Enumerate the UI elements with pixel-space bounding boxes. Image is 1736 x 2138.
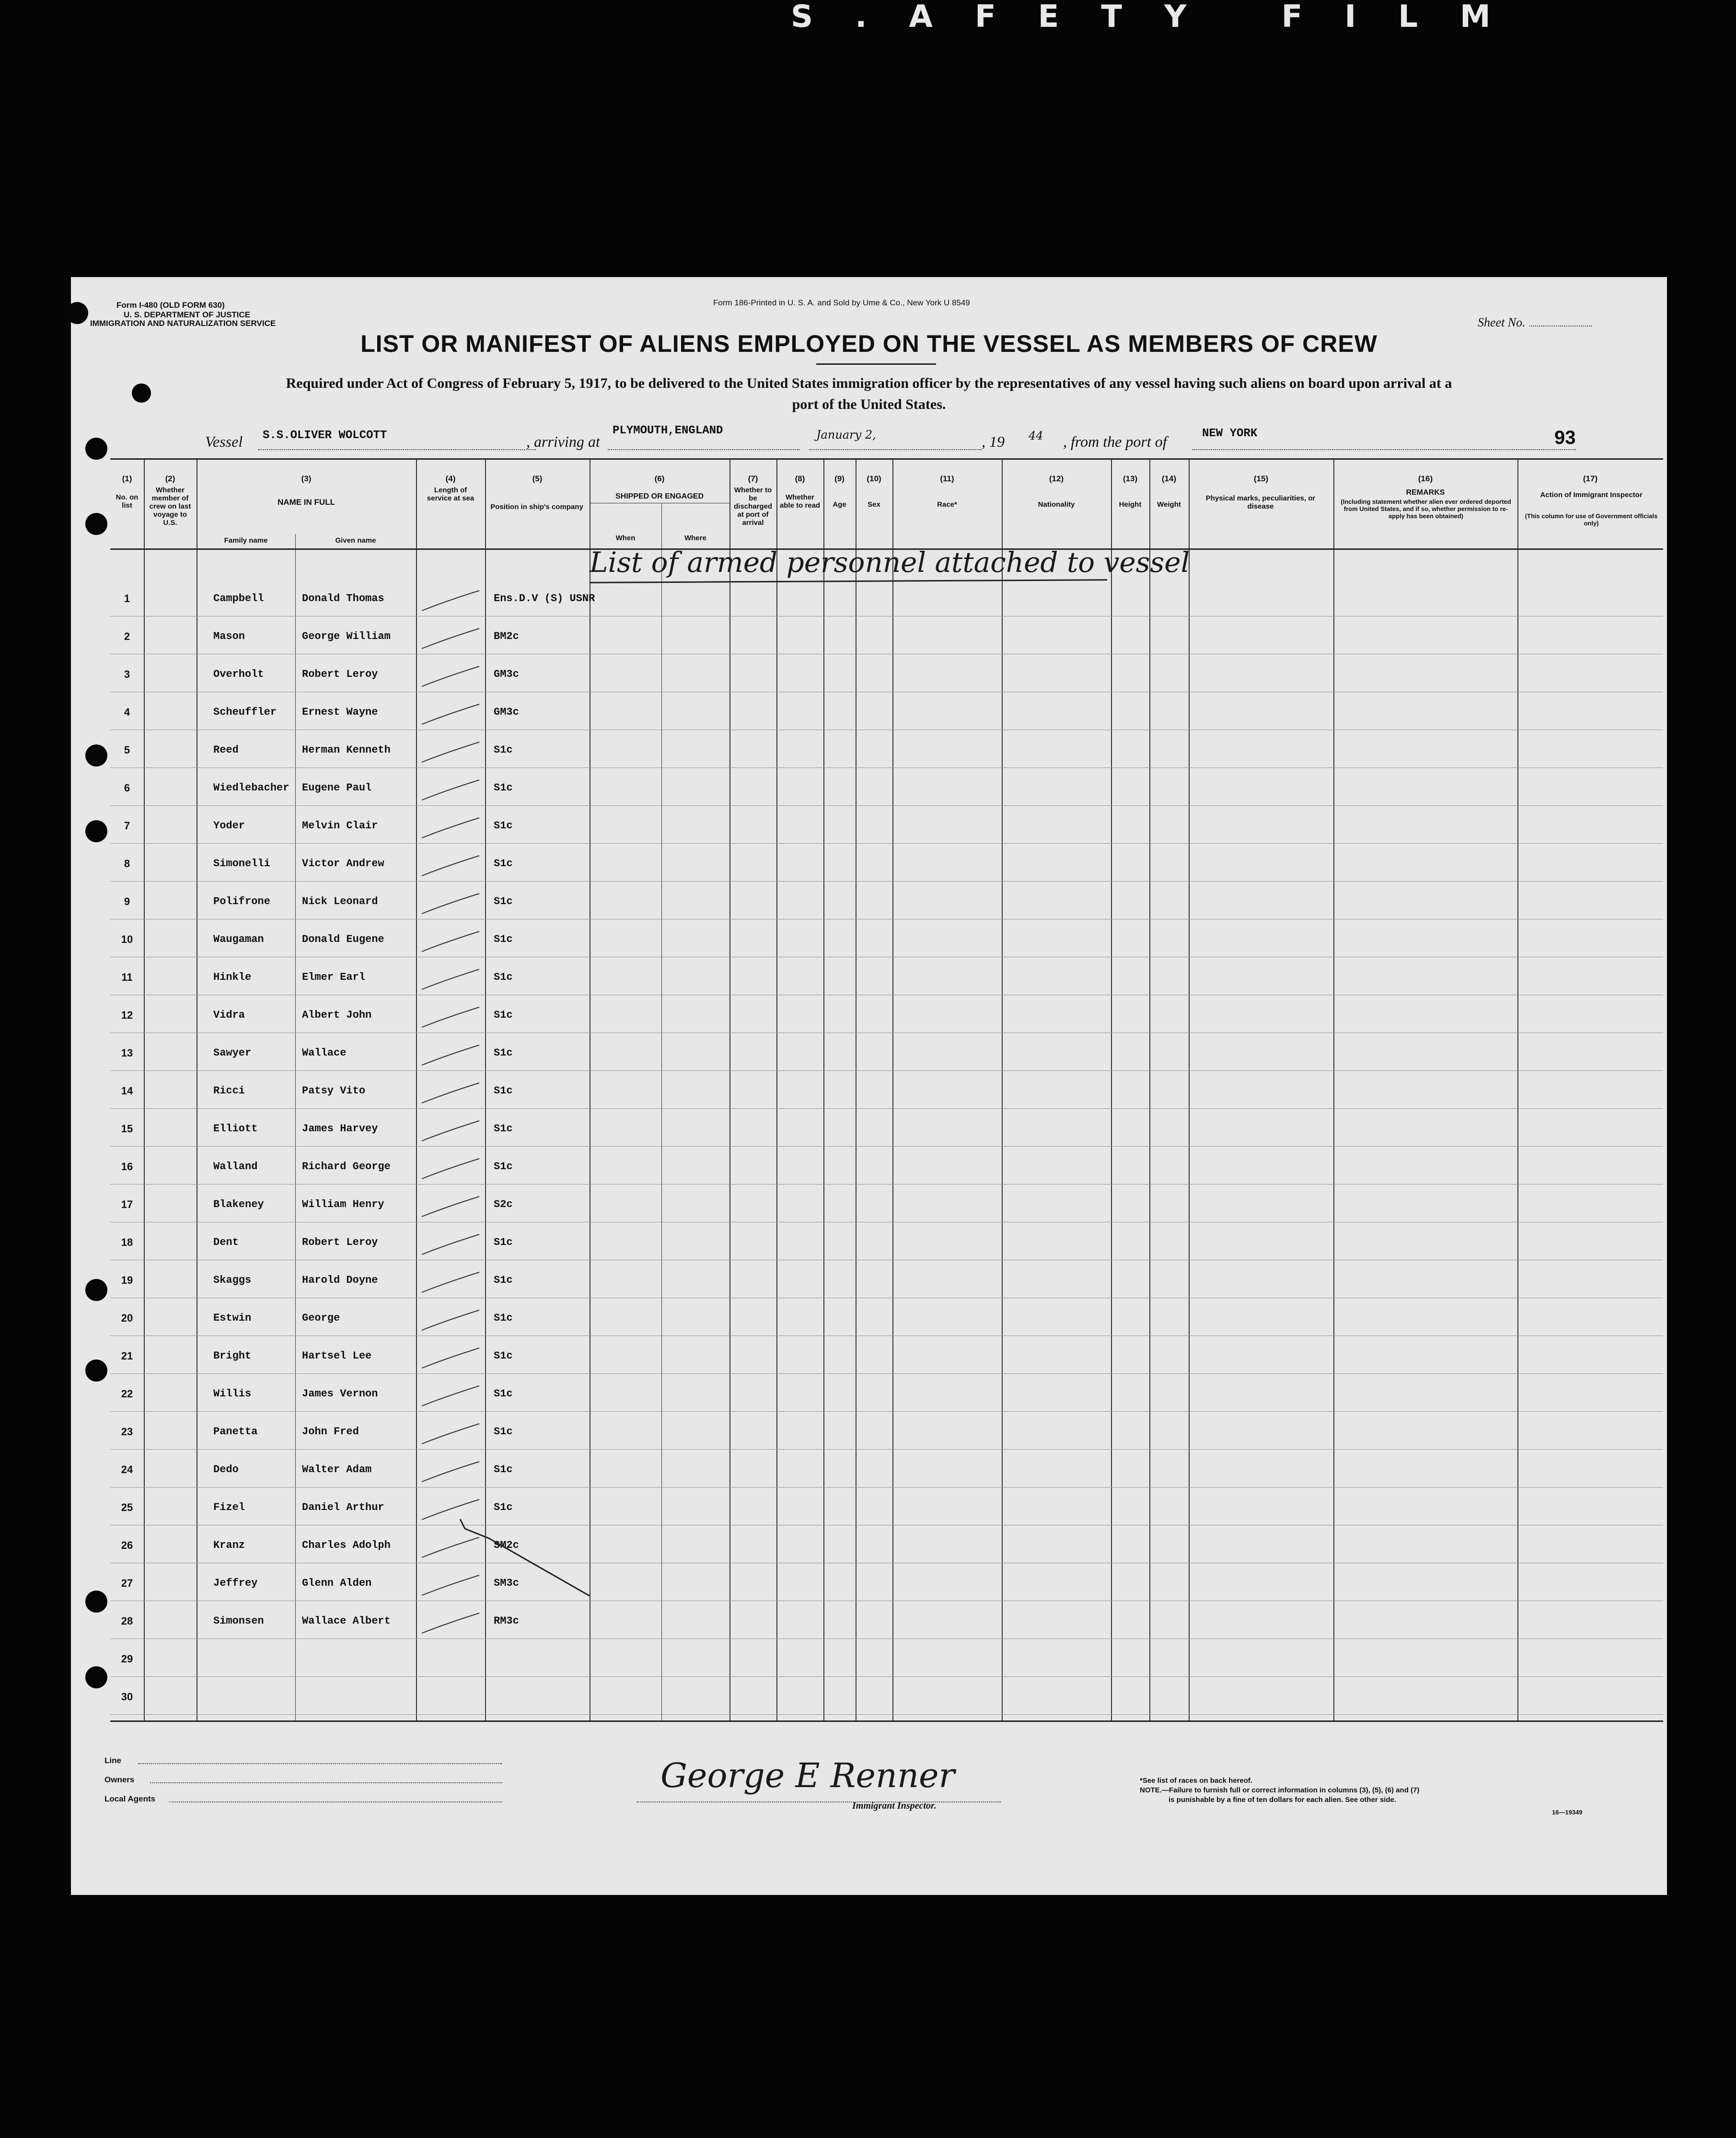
length-of-service-tick	[417, 1231, 484, 1259]
races-note: *See list of races on back hereof.	[1140, 1777, 1253, 1785]
row-number: 3	[124, 668, 130, 680]
family-name-cell: Scheuffler	[213, 706, 277, 718]
col12-number: (12)	[1049, 474, 1064, 483]
row-number: 29	[121, 1653, 133, 1665]
signature-line	[637, 1801, 1001, 1802]
family-name-cell: Elliott	[213, 1123, 258, 1135]
row-number: 1	[124, 593, 130, 604]
row-number: 23	[121, 1426, 133, 1438]
family-name-cell: Jeffrey	[213, 1577, 258, 1589]
table-row	[110, 1301, 1663, 1339]
col14-header: Weight	[1157, 500, 1181, 509]
print-code: 16—19349	[1552, 1809, 1583, 1816]
family-name-cell: Simonelli	[213, 858, 270, 870]
given-name-cell: John Fred	[302, 1426, 359, 1438]
row-number: 8	[124, 858, 130, 870]
table-row	[110, 582, 1663, 620]
page-title: LIST OR MANIFEST OF ALIENS EMPLOYED ON THE VESSEL AS MEMBERS OF CREW	[360, 330, 1377, 357]
position-cell: S1c	[494, 933, 513, 945]
given-name-cell: Patsy Vito	[302, 1085, 366, 1097]
punch-hole	[85, 438, 107, 460]
col2-header: Whether member of crew on last voyage to U.S.	[149, 486, 191, 527]
family-name-cell: Mason	[213, 630, 245, 642]
table-row	[110, 1415, 1663, 1453]
row-number: 28	[121, 1615, 133, 1627]
given-name-cell: James Harvey	[302, 1123, 378, 1135]
length-of-service-tick	[417, 852, 484, 881]
position-cell: Ens.D.V (S) USNR	[494, 593, 595, 604]
vessel-name: S.S.OLIVER WOLCOTT	[263, 429, 387, 442]
table-row	[110, 1642, 1663, 1680]
position-cell: S1c	[494, 1009, 513, 1021]
line-field	[138, 1763, 502, 1764]
given-name-cell: Wallace Albert	[302, 1615, 391, 1627]
family-name-cell: Reed	[213, 744, 239, 756]
col3-number: (3)	[301, 474, 312, 483]
arrival-year: 44	[1029, 429, 1043, 442]
table-row	[110, 1188, 1663, 1226]
title-underline	[816, 363, 936, 365]
table-row	[110, 1680, 1663, 1718]
given-name-cell: Wallace	[302, 1047, 347, 1059]
position-cell: S1c	[494, 1085, 513, 1097]
table-row	[110, 696, 1663, 733]
position-cell: S1c	[494, 1426, 513, 1438]
crew-table	[110, 458, 1663, 1722]
row-number: 13	[121, 1047, 133, 1059]
family-name-cell: Ricci	[213, 1085, 245, 1097]
length-of-service-tick	[417, 965, 484, 994]
col4-header: Length of service at sea	[427, 486, 475, 502]
punch-hole	[85, 1359, 107, 1382]
department-line: U. S. DEPARTMENT OF JUSTICE	[124, 310, 251, 319]
table-row	[110, 1339, 1663, 1377]
owners-label: Owners	[104, 1775, 135, 1784]
given-name-cell: Melvin Clair	[302, 820, 378, 832]
col13-number: (13)	[1123, 474, 1138, 483]
punch-hole	[85, 1666, 107, 1688]
position-cell: GM3c	[494, 706, 519, 718]
row-number: 5	[124, 744, 130, 756]
family-name-cell: Hinkle	[213, 971, 252, 983]
position-cell: S1c	[494, 744, 513, 756]
position-cell: S1c	[494, 820, 513, 832]
length-of-service-tick	[417, 814, 484, 843]
family-name-cell: Dent	[213, 1236, 239, 1248]
col6-header: SHIPPED OR ENGAGED	[615, 492, 704, 500]
family-name-cell: Skaggs	[213, 1274, 252, 1286]
family-name-cell: Fizel	[213, 1501, 245, 1513]
length-of-service-tick	[417, 1458, 484, 1487]
length-of-service-tick	[417, 1041, 484, 1070]
given-name-cell: Albert John	[302, 1009, 372, 1021]
position-cell: S1c	[494, 858, 513, 870]
table-row	[110, 809, 1663, 847]
position-cell: S1c	[494, 1388, 513, 1400]
row-number: 26	[121, 1539, 133, 1551]
col16-number: (16)	[1418, 474, 1433, 483]
length-of-service-tick	[417, 1193, 484, 1221]
length-of-service-tick	[417, 1003, 484, 1032]
family-name-cell: Vidra	[213, 1009, 245, 1021]
length-of-service-tick	[417, 1344, 484, 1373]
row-number: 17	[121, 1198, 133, 1210]
col7-header: Whether to be discharged at port of arrival	[733, 486, 773, 527]
table-row	[110, 847, 1663, 885]
row-number: 20	[121, 1312, 133, 1324]
given-name-cell: Daniel Arthur	[302, 1501, 384, 1513]
length-of-service-tick	[417, 1268, 484, 1297]
position-cell: RM3c	[494, 1615, 519, 1627]
table-row	[110, 961, 1663, 999]
col8-number: (8)	[795, 474, 805, 483]
family-name-cell: Waugaman	[213, 933, 264, 945]
given-name-cell: Nick Leonard	[302, 895, 378, 907]
table-row	[110, 1036, 1663, 1074]
given-name-cell: George	[302, 1312, 340, 1324]
col11-header: Race*	[937, 500, 957, 509]
local-agents-field	[169, 1801, 502, 1802]
row-number: 27	[121, 1577, 133, 1589]
given-name-cell: Robert Leroy	[302, 668, 378, 680]
family-name-cell: Bright	[213, 1350, 252, 1362]
length-of-service-tick	[417, 776, 484, 805]
position-cell: SM2c	[494, 1539, 519, 1551]
col11-number: (11)	[940, 474, 954, 483]
col16-subheader: (Including statement whether alien ever ordered deported from United States, and if so, whether permission to re-apply has been obtained)	[1341, 498, 1511, 520]
table-row	[110, 1264, 1663, 1301]
table-row	[110, 1453, 1663, 1491]
row-number: 19	[121, 1274, 133, 1286]
length-of-service-tick	[417, 1117, 484, 1146]
row-number: 22	[121, 1388, 133, 1400]
family-name-cell: Kranz	[213, 1539, 245, 1551]
table-row	[110, 1112, 1663, 1150]
given-name-cell: Ernest Wayne	[302, 706, 378, 718]
punch-hole	[85, 1279, 107, 1301]
family-name-cell: Panetta	[213, 1426, 258, 1438]
col10-header: Sex	[868, 500, 880, 509]
position-cell: S1c	[494, 1274, 513, 1286]
row-number: 14	[121, 1085, 133, 1097]
col4-number: (4)	[445, 474, 456, 483]
penalty-note: NOTE.—Failure to furnish full or correct information in columns (3), (5), (6) and (7)	[1140, 1786, 1420, 1794]
col14-number: (14)	[1161, 474, 1177, 483]
length-of-service-tick	[417, 625, 484, 653]
col16-header: REMARKS	[1406, 488, 1445, 497]
family-name-cell: Sawyer	[213, 1047, 252, 1059]
given-name-cell: Elmer Earl	[302, 971, 366, 983]
punch-hole	[85, 820, 107, 842]
row-number: 18	[121, 1236, 133, 1248]
position-cell: S1c	[494, 971, 513, 983]
family-name-cell: Yoder	[213, 820, 245, 832]
family-name-cell: Blakeney	[213, 1198, 264, 1210]
table-row	[110, 885, 1663, 923]
col13-header: Height	[1119, 500, 1142, 509]
length-of-service-tick	[417, 1420, 484, 1449]
row-number: 16	[121, 1161, 133, 1173]
col6-number: (6)	[654, 474, 665, 483]
col10-number: (10)	[867, 474, 881, 483]
position-cell: GM3c	[494, 668, 519, 680]
table-row	[110, 1567, 1663, 1604]
punch-hole	[132, 383, 151, 403]
row-number: 24	[121, 1464, 133, 1476]
position-cell: S1c	[494, 1047, 513, 1059]
family-name-cell: Dedo	[213, 1464, 239, 1476]
family-name-header: Family name	[224, 536, 268, 545]
position-cell: S1c	[494, 895, 513, 907]
given-name-cell: Richard George	[302, 1161, 391, 1173]
punch-hole	[85, 513, 107, 535]
row-number: 21	[121, 1350, 133, 1362]
punch-hole	[85, 744, 107, 767]
table-row	[110, 620, 1663, 658]
given-name-cell: Hartsel Lee	[302, 1350, 372, 1362]
col1-header: No. on list	[116, 493, 139, 510]
table-row	[110, 733, 1663, 771]
given-name-header: Given name	[335, 536, 376, 545]
position-cell: S1c	[494, 1312, 513, 1324]
length-of-service-tick	[417, 587, 484, 616]
service-line: IMMIGRATION AND NATURALIZATION SERVICE	[90, 319, 276, 328]
table-row	[110, 1377, 1663, 1415]
handwritten-strike-line	[388, 1505, 657, 1668]
col17-header: Action of Immigrant Inspector	[1540, 491, 1643, 499]
given-name-cell: William Henry	[302, 1198, 384, 1210]
given-name-cell: Charles Adolph	[302, 1539, 391, 1551]
row-number: 10	[121, 933, 133, 945]
col9-header: Age	[833, 500, 846, 509]
form-id: Form I-480 (OLD FORM 630)	[116, 301, 225, 310]
length-of-service-tick	[417, 700, 484, 729]
position-cell: SM3c	[494, 1577, 519, 1589]
table-row	[110, 1074, 1663, 1112]
punch-hole	[85, 1591, 107, 1613]
given-name-cell: Herman Kenneth	[302, 744, 391, 756]
given-name-cell: Harold Doyne	[302, 1274, 378, 1286]
table-row	[110, 1529, 1663, 1567]
col17-number: (17)	[1583, 474, 1598, 483]
position-cell: S1c	[494, 782, 513, 794]
row-number: 25	[121, 1501, 133, 1513]
given-name-cell: Glenn Alden	[302, 1577, 372, 1589]
given-name-cell: Robert Leroy	[302, 1236, 378, 1248]
col17-subheader: (This column for use of Government officials only)	[1525, 512, 1658, 527]
length-of-service-tick	[417, 662, 484, 691]
col3-header: NAME IN FULL	[278, 498, 335, 507]
shipped-when-header: When	[615, 534, 636, 542]
table-row	[110, 1604, 1663, 1642]
given-name-cell: Eugene Paul	[302, 782, 372, 794]
position-cell: S1c	[494, 1123, 513, 1135]
position-cell: S1c	[494, 1236, 513, 1248]
length-of-service-tick	[417, 1155, 484, 1184]
printer-line: Form 186-Printed in U. S. A. and Sold by Ume & Co., New York U 8549	[713, 298, 970, 307]
col15-header: Physical marks, peculiarities, or disease	[1205, 494, 1316, 511]
table-row	[110, 1491, 1663, 1529]
col7-number: (7)	[748, 474, 758, 483]
row-number: 7	[124, 820, 130, 832]
arrival-date: January 2,	[816, 428, 876, 442]
col8-header: Whether able to read	[779, 493, 821, 510]
length-of-service-tick	[417, 1382, 484, 1411]
family-name-cell: Estwin	[213, 1312, 252, 1324]
position-cell: S1c	[494, 1464, 513, 1476]
vessel-line: Vessel S.S.OLIVER WOLCOTT , arriving at PLYMOUTH,ENGLAND January 2, , 19 44 , from the port of NEW YORK 93	[205, 424, 1576, 450]
length-of-service-tick	[417, 928, 484, 956]
col5-number: (5)	[532, 474, 543, 483]
length-of-service-tick	[417, 890, 484, 918]
given-name-cell: Donald Eugene	[302, 933, 384, 945]
handwritten-note: List of armed personnel attached to vessel	[590, 546, 1190, 579]
position-cell: S1c	[494, 1501, 513, 1513]
position-cell: S1c	[494, 1161, 513, 1173]
table-row	[110, 1226, 1663, 1264]
family-name-cell: Willis	[213, 1388, 252, 1400]
length-of-service-tick	[417, 738, 484, 767]
arrival-port: PLYMOUTH,ENGLAND	[613, 424, 723, 437]
given-name-cell: Walter Adam	[302, 1464, 372, 1476]
given-name-cell: James Vernon	[302, 1388, 378, 1400]
row-number: 30	[121, 1691, 133, 1703]
col15-number: (15)	[1253, 474, 1269, 483]
col12-header: Nationality	[1038, 500, 1075, 509]
length-of-service-tick	[417, 1079, 484, 1108]
required-statement: Required under Act of Congress of February 5, 1917, to be delivered to the United States immigration officer by the representatives of any vessel having such aliens on board upon arrival at a port of the United States.	[286, 375, 1452, 412]
family-name-cell: Polifrone	[213, 895, 270, 907]
family-name-cell: Overholt	[213, 668, 264, 680]
row-number: 4	[124, 706, 130, 718]
family-name-cell: Wiedlebacher	[213, 782, 289, 794]
owners-field	[150, 1782, 502, 1783]
row-number: 9	[124, 895, 130, 907]
position-cell: S2c	[494, 1198, 513, 1210]
row-number: 12	[121, 1009, 133, 1021]
inspector-label: Immigrant Inspector.	[852, 1801, 937, 1811]
given-name-cell: Victor Andrew	[302, 858, 384, 870]
row-number: 2	[124, 630, 130, 642]
punch-hole	[66, 302, 88, 324]
departure-port: NEW YORK	[1202, 427, 1258, 440]
family-name-cell: Simonsen	[213, 1615, 264, 1627]
line-label: Line	[104, 1756, 121, 1765]
film-edge-marking: S.AFETY FILM	[791, 0, 1533, 35]
table-row	[110, 1150, 1663, 1188]
col1-number: (1)	[122, 474, 132, 483]
col5-header: Position in ship's company	[490, 503, 583, 511]
length-of-service-tick	[417, 1306, 484, 1335]
penalty-note-2: is punishable by a fine of ten dollars for each alien. See other side.	[1169, 1796, 1397, 1804]
col2-number: (2)	[165, 474, 175, 483]
family-name-cell: Campbell	[213, 593, 264, 604]
row-number: 15	[121, 1123, 133, 1135]
given-name-cell: Donald Thomas	[302, 593, 384, 604]
page-number: 93	[1554, 427, 1576, 448]
given-name-cell: George William	[302, 630, 391, 642]
table-row	[110, 771, 1663, 809]
shipped-where-header: Where	[684, 534, 706, 542]
table-row	[110, 658, 1663, 696]
table-row	[110, 999, 1663, 1036]
sheet-number-label: Sheet No.	[1478, 315, 1592, 330]
family-name-cell: Walland	[213, 1161, 258, 1173]
row-number: 11	[121, 971, 133, 983]
manifest-sheet	[71, 277, 1667, 1895]
local-agents-label: Local Agents	[104, 1794, 156, 1803]
table-row	[110, 923, 1663, 961]
col9-number: (9)	[834, 474, 845, 483]
inspector-signature: George E Renner	[660, 1756, 955, 1795]
position-cell: S1c	[494, 1350, 513, 1362]
position-cell: BM2c	[494, 630, 519, 642]
row-number: 6	[124, 782, 130, 794]
